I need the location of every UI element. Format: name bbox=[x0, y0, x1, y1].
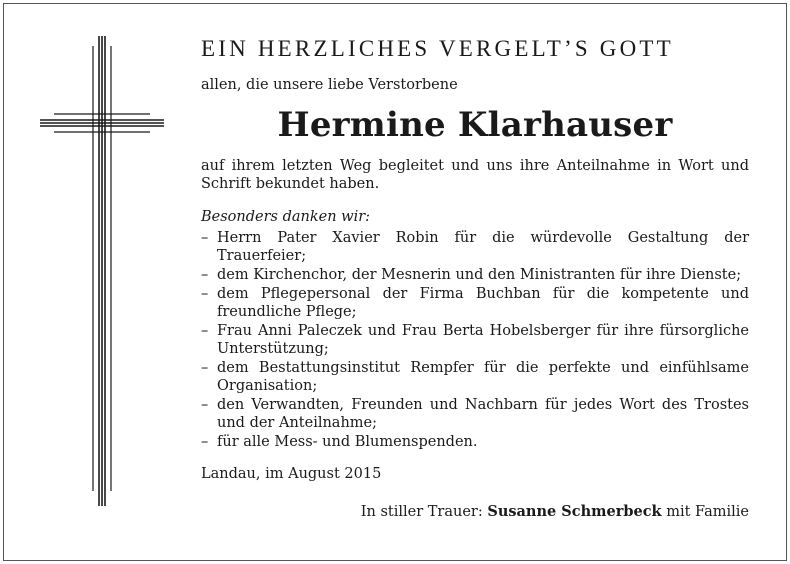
dash-bullet: – bbox=[201, 397, 209, 413]
thanks-item-text: Frau Anni Paleczek und Frau Berta Hobelsberger für ihre fürsorgliche Unterstützung; bbox=[217, 323, 749, 357]
place-date: Landau, im August 2015 bbox=[201, 466, 382, 482]
thanks-item bbox=[201, 322, 749, 358]
thanks-item-text: dem Kirchenchor, der Mesnerin und den Ministranten für ihre Dienste; bbox=[217, 267, 742, 283]
signature bbox=[201, 503, 749, 521]
thanks-item bbox=[201, 285, 749, 321]
signature-suffix: mit Familie bbox=[666, 504, 749, 520]
intro-text: allen, die unsere liebe Verstorbene bbox=[201, 77, 458, 93]
signature-prefix: In stiller Trauer: bbox=[360, 504, 483, 520]
thanks-item-text: den Verwandten, Freunden und Nachbarn für jedes Wort des Trostes und der Anteilnahme; bbox=[217, 397, 749, 431]
dash-bullet: – bbox=[201, 286, 209, 302]
headline: EIN HERZLICHES VERGELT’S GOTT bbox=[201, 36, 674, 61]
thanks-item bbox=[201, 433, 749, 451]
dash-bullet: – bbox=[201, 267, 209, 283]
thanks-item-text: Herrn Pater Xavier Robin für die würdevolle Gestaltung der Trauerfeier; bbox=[217, 230, 749, 264]
notice-content bbox=[201, 34, 749, 521]
thanks-item bbox=[201, 359, 749, 395]
thanks-heading: Besonders danken wir: bbox=[201, 209, 371, 225]
signature-name: Susanne Schmerbeck bbox=[487, 503, 662, 520]
dash-bullet: – bbox=[201, 434, 209, 450]
cross-icon bbox=[40, 36, 164, 506]
dash-bullet: – bbox=[201, 323, 209, 339]
thanks-item bbox=[201, 229, 749, 265]
thanks-item-text: dem Bestattungsinstitut Rempfer für die perfekte und einfühlsame Organisation; bbox=[217, 360, 749, 394]
deceased-name: Hermine Klarhauser bbox=[277, 105, 673, 145]
thanks-item bbox=[201, 396, 749, 432]
dash-bullet: – bbox=[201, 230, 209, 246]
thanks-item bbox=[201, 266, 749, 284]
dash-bullet: – bbox=[201, 360, 209, 376]
thanks-item-text: für alle Mess- und Blumenspenden. bbox=[217, 434, 478, 450]
thanks-list bbox=[201, 229, 749, 451]
body-text: auf ihrem letzten Weg begleitet und uns ihre Anteilnahme in Wort und Schrift bekundet haben. bbox=[201, 158, 749, 192]
thanks-item-text: dem Pflegepersonal der Firma Buchban für die kompetente und freundliche Pflege; bbox=[217, 286, 749, 320]
